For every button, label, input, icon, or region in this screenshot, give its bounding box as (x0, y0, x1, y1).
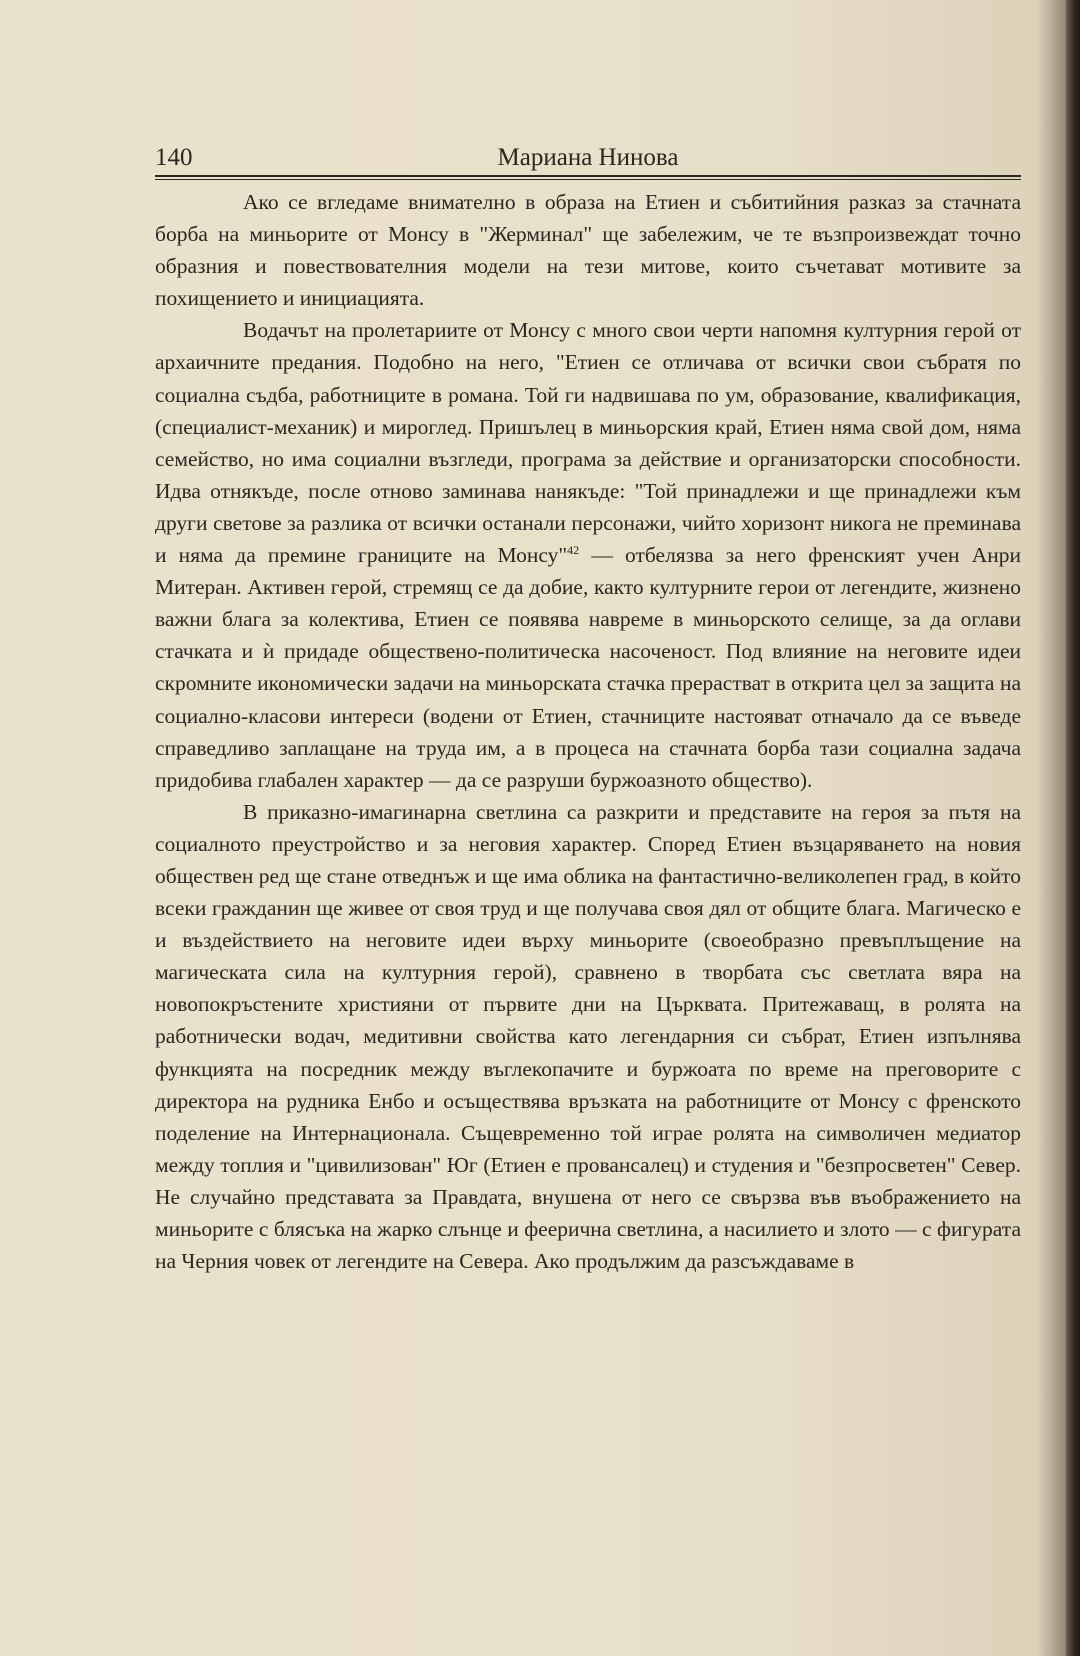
paragraph-2-text-before: Водачът на пролетариите от Монсу с много свои черти напомня културния герой от архаичните предания. Подобно на него, "Етиен се отличава от всички свои събратя по социална съдба, работниците в романа. Той ги надвишава по ум, образование, квалификация, (специалист-механик) и мироглед. Пришълец в миньорския край, Етиен няма свой дом, няма семейство, но има социални възгледи, програма за действие и организаторски способности. Идва отнякъде, после отново заминава нанякъде: "Той принадлежи и ще принадлежи към други светове за разлика от всички останали персонажи, чийто хоризонт никога не преминава и няма да премине границите на Монсу" (155, 318, 1021, 568)
paragraph-1: Ако се вгледаме внимателно в образа на Етиен и събитийния разказ за стачната борба на миньорите от Монсу в "Жерминал" ще забележим, че те възпроизвеждат точно образния и повествователния модели на тези митове, които съчетават мотивите за похищението и инициацията. (155, 190, 1021, 311)
paragraph-2-text-after: — отбелязва за него френският учен Анри Митеран. Активен герой, стремящ се да добие, както културните герои от легендите, жизнено важни блага за колектива, Етиен се появява навреме в миньорското селище, за да оглави стачката и ѝ придаде обществено-политическа насоченост. Под влияние на неговите идеи скромните икономически задачи на миньорската стачка прерастват в открита цел за защита на социално-класови интереси (водени от Етиен, стачниците настояват отначало да се въведе справедливо заплащане на труда им, а в процеса на стачната борба тази социална задача придобива глабален характер — да се разруши буржоазното общество). (155, 543, 1022, 792)
running-title: Мариана Нинова (497, 144, 679, 171)
footnote-marker: 42 (567, 542, 580, 557)
paragraph-2 (155, 314, 1021, 795)
body-text (155, 186, 1021, 1277)
header-rule (155, 175, 1021, 180)
page-number: 140 (155, 144, 193, 171)
page-header (155, 138, 1021, 178)
paragraph-3: В приказно-имагинарна светлина са разкрити и представите на героя за пътя на социалното преустройство и за неговия характер. Според Етиен възцаряването на новия обществен ред ще стане отведнъж и ще има облика на фантастично-великолепен град, в който всеки гражданин ще живее от своя труд и ще получава своя дял от общите блага. Магическо е и въздействието на неговите идеи върху миньорите (своеобразно превъплъщение на магическата сила на културния герой), сравнено в творбата със светлата вяра на новопокръстените християни от първите дни на Църквата. Притежаващ, в ролята на работнически водач, медитивни свойства като легендарния си събрат, Етиен изпълнява функцията на посредник между въглекопачите и буржоата по време на преговорите с директора на рудника Енбо и осъществява връзката на работниците от Монсу с френското поделение на Интернационала. Същевременно той играе ролята на символичен медиатор между топлия и "цивилизован" Юг (Етиен е провансалец) и студения и "безпросветен" Север. Не случайно представата за Правдата, внушена от него се свързва във въображението на миньорите с блясъка на жарко слънце и феерична светлина, а насилието и злото — с фигурата на Черния човек от легендите на Севера. Ако продължим да разсъждаваме в (155, 799, 1021, 1274)
book-spine-shadow (1066, 0, 1080, 1656)
